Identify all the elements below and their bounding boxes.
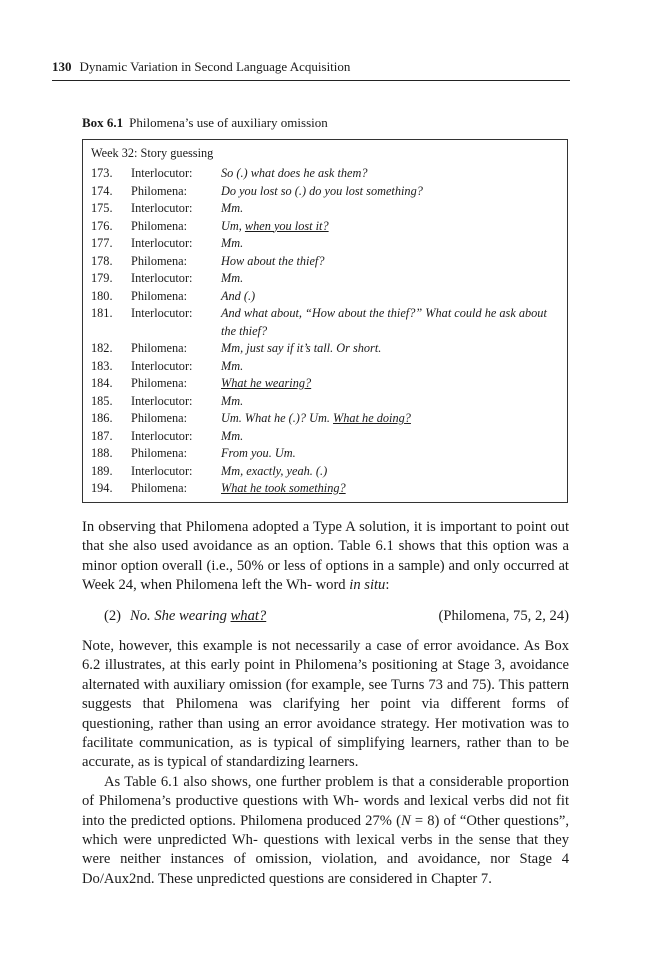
paragraph-2-3 xyxy=(82,637,569,889)
turn-number: 176. xyxy=(91,218,113,233)
running-title: Dynamic Variation in Second Language Acquisition xyxy=(79,59,351,74)
utterance xyxy=(221,200,559,218)
utterance xyxy=(221,288,559,306)
page-number: 130 xyxy=(52,59,72,74)
transcript-row xyxy=(91,375,559,393)
speaker: Philomena: xyxy=(131,183,188,198)
example-source: (Philomena, 75, 2, 24) xyxy=(438,608,569,624)
transcript-row xyxy=(91,393,559,411)
speaker: Interlocutor: xyxy=(131,201,193,215)
turn-number: 179. xyxy=(91,271,113,285)
transcript-row xyxy=(91,253,559,271)
turn-number: 173. xyxy=(91,166,113,180)
turn-number: 181. xyxy=(91,306,113,320)
speaker: Philomena: xyxy=(131,376,188,390)
speaker: Philomena: xyxy=(131,288,188,303)
utterance-text: Mm. xyxy=(221,358,244,373)
utterance-underlined: What he wearing? xyxy=(221,376,312,390)
utterance-text: Do you lost so (.) do you lost something? xyxy=(221,183,423,198)
utterance xyxy=(221,305,559,340)
turn-number: 180. xyxy=(91,288,113,303)
paragraph-2: Note, however, this example is not necessarily a case of error avoidance. As Box 6.2 illustrates, at this early point in Philomena’s positioning at Stage 3, avoidance alternated with auxiliary omission (for example, see Turns 73 and 75). This pattern suggests that Philomena was clarifying her point via different forms of questioning, rather than using an error avoidance strategy. Her motivation was to facilitate communication, as is typical of simplifying learners, rather than to be accurate, as is typical of standardizing learners. xyxy=(82,638,569,771)
utterance xyxy=(221,235,559,253)
utterance-text: Mm. xyxy=(221,236,244,250)
transcript-row xyxy=(91,165,559,183)
turn-number: 184. xyxy=(91,376,113,390)
speaker: Philomena: xyxy=(131,411,188,425)
transcript-row xyxy=(91,410,559,428)
box-label: Box 6.1 xyxy=(82,115,124,130)
speaker: Interlocutor: xyxy=(131,393,193,408)
example-underlined: what? xyxy=(230,608,267,624)
turn-number: 185. xyxy=(91,393,113,408)
utterance-text: And what about, “How about the thief?” What could he ask about the thief? xyxy=(221,306,547,338)
example-2 xyxy=(82,606,569,626)
transcript-row xyxy=(91,200,559,218)
turn-number: 187. xyxy=(91,428,113,443)
transcript-row xyxy=(91,305,559,340)
transcript-row xyxy=(91,463,559,481)
box-heading: Week 32: Story guessing xyxy=(91,146,214,160)
turn-number: 178. xyxy=(91,253,113,268)
utterance-text: Mm, exactly, yeah. (.) xyxy=(221,463,328,478)
speaker: Philomena: xyxy=(131,481,188,495)
speaker: Interlocutor: xyxy=(131,236,193,250)
turn-number: 174. xyxy=(91,183,113,198)
transcript-row xyxy=(91,270,559,288)
utterance-text: Mm. xyxy=(221,271,244,285)
turn-number: 175. xyxy=(91,201,113,215)
example-text xyxy=(130,606,438,626)
speaker: Interlocutor: xyxy=(131,166,193,180)
transcript-row xyxy=(91,445,559,463)
utterance-text: Mm, just say if it’s tall. Or short. xyxy=(221,341,382,355)
running-header xyxy=(52,58,570,81)
turn-number: 186. xyxy=(91,411,113,425)
utterance xyxy=(221,183,559,201)
speaker: Interlocutor: xyxy=(131,306,193,320)
box-title: Philomena’s use of auxiliary omission xyxy=(129,115,328,130)
utterance xyxy=(221,270,559,288)
utterance-text: How about the thief? xyxy=(221,253,325,268)
utterance xyxy=(221,218,559,236)
transcript-row xyxy=(91,218,559,236)
para3-text: As Table 6.1 also shows, one further problem is that a considerable proportion of Philomena’s productive questions with Wh- words and lexical verbs did not fit into the predicted options. Philomena produced 27% ( xyxy=(82,773,569,829)
utterance xyxy=(221,165,559,183)
utterance-text: So (.) what does he ask them? xyxy=(221,166,368,180)
utterance xyxy=(221,375,559,393)
speaker: Interlocutor: xyxy=(131,463,193,478)
para1-end: : xyxy=(385,577,390,594)
transcript-row xyxy=(91,183,559,201)
utterance-text: Mm. xyxy=(221,393,244,408)
example-pre: No. She wearing xyxy=(130,608,231,624)
utterance-text: From you. Um. xyxy=(221,446,296,460)
para3-italic: N xyxy=(400,812,411,829)
turn-number: 189. xyxy=(91,463,113,478)
utterance xyxy=(221,463,559,481)
turn-number: 182. xyxy=(91,341,113,355)
turn-number: 188. xyxy=(91,446,113,460)
speaker: Philomena: xyxy=(131,218,188,233)
transcript-box xyxy=(82,139,568,503)
utterance xyxy=(221,480,559,498)
box-caption xyxy=(82,114,328,132)
paragraph-1 xyxy=(82,518,569,596)
transcript-rows xyxy=(91,165,559,498)
transcript-row xyxy=(91,358,559,376)
utterance xyxy=(221,253,559,271)
speaker: Interlocutor: xyxy=(131,271,193,285)
utterance-text: Mm. xyxy=(221,428,244,443)
utterance xyxy=(221,410,559,428)
utterance xyxy=(221,445,559,463)
para1-italic: in situ xyxy=(349,577,386,594)
transcript-row xyxy=(91,428,559,446)
utterance xyxy=(221,428,559,446)
transcript-row xyxy=(91,288,559,306)
utterance xyxy=(221,340,559,358)
utterance xyxy=(221,358,559,376)
speaker: Interlocutor: xyxy=(131,358,193,373)
speaker: Philomena: xyxy=(131,341,188,355)
transcript-row xyxy=(91,235,559,253)
utterance-text: Um, xyxy=(221,218,245,233)
utterance-text: And (.) xyxy=(221,288,256,303)
turn-number: 183. xyxy=(91,358,113,373)
utterance-text: Mm. xyxy=(221,201,244,215)
para3-end: = 8) of “Other questions”, which were unpredicted Wh- questions with lexical verbs in the sense that they were neither instances of omission, violation, and avoidance, nor Stage 4 Do/Aux2nd. These unpredicted questions are considered in Chapter 7. xyxy=(82,812,569,887)
speaker: Philomena: xyxy=(131,446,188,460)
utterance-underlined: What he took something? xyxy=(221,481,346,495)
utterance-underlined: when you lost it? xyxy=(244,218,329,233)
transcript-row xyxy=(91,340,559,358)
transcript-row xyxy=(91,480,559,498)
utterance-text: Um. What he (.)? Um. xyxy=(221,411,334,425)
utterance xyxy=(221,393,559,411)
turn-number: 177. xyxy=(91,236,113,250)
speaker: Interlocutor: xyxy=(131,428,193,443)
turn-number: 194. xyxy=(91,481,113,495)
speaker: Philomena: xyxy=(131,253,188,268)
para1-text: In observing that Philomena adopted a Type A solution, it is important to point out that she also used avoidance as an option. Table 6.1 shows that this option was a minor option overall (i.e., 50% or less of options in a sample) and only occurred at Week 24, when Philomena left the Wh- word xyxy=(82,519,569,594)
paragraph-3 xyxy=(82,773,569,889)
example-number: (2) xyxy=(104,608,122,624)
utterance-underlined: What he doing? xyxy=(333,411,411,425)
